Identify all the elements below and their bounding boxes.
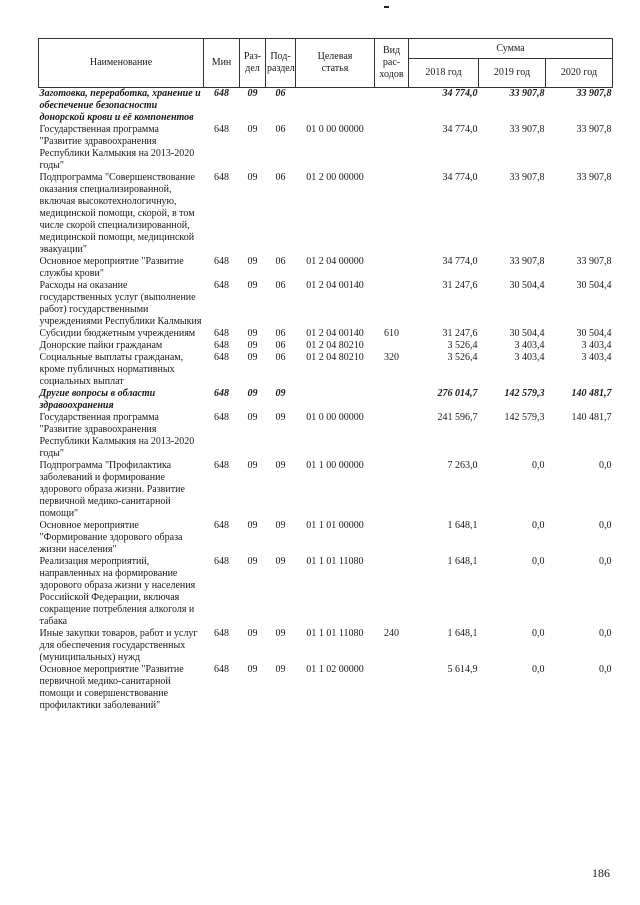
row-podrazdel: 06: [275, 88, 286, 99]
header-target: Целевая статья: [296, 39, 375, 88]
row-name: Иные закупки товаров, работ и услуг для обеспечения государственных (муниципальных) нужд: [39, 628, 198, 663]
row-vid: [375, 388, 409, 412]
row-podrazdel: 09: [275, 556, 286, 567]
row-podrazdel: 09: [275, 664, 286, 675]
row-sum-2018: 1 648,1: [447, 628, 478, 639]
row-vid: [375, 412, 409, 460]
row-min: 648: [214, 556, 229, 567]
row-sum-2020: 140 481,7: [571, 412, 612, 423]
row-sum-2018: 34 774,0: [442, 256, 478, 267]
table-row: [39, 412, 613, 460]
row-razdel: 09: [247, 388, 258, 399]
row-min: 648: [214, 388, 229, 399]
row-min: 648: [214, 460, 229, 471]
header-min: Мин: [204, 39, 240, 88]
row-sum-2020: 0,0: [599, 520, 612, 531]
row-razdel: 09: [247, 412, 258, 423]
row-razdel: 09: [247, 556, 258, 567]
row-razdel: 09: [247, 340, 258, 351]
row-podrazdel: 06: [275, 256, 286, 267]
row-podrazdel: 06: [275, 328, 286, 339]
header-name: Наименование: [39, 39, 204, 88]
row-target: [296, 88, 375, 125]
row-razdel: 09: [247, 664, 258, 675]
row-vid: 610: [384, 328, 399, 339]
table-body: [39, 88, 613, 713]
row-sum-2020: 30 504,4: [576, 328, 612, 339]
table-row: [39, 556, 613, 628]
row-vid: [375, 256, 409, 280]
table-row: [39, 172, 613, 256]
table-row: [39, 628, 613, 664]
row-min: 648: [214, 628, 229, 639]
row-sum-2018: 3 526,4: [447, 340, 478, 351]
row-sum-2018: 3 526,4: [447, 352, 478, 363]
row-min: 648: [214, 340, 229, 351]
row-vid: [375, 340, 409, 352]
row-vid: [375, 664, 409, 712]
row-target: 01 1 01 00000: [306, 520, 364, 531]
row-min: 648: [214, 520, 229, 531]
header-razdel: Раз- дел: [240, 39, 266, 88]
row-podrazdel: 06: [275, 172, 286, 183]
row-name: Государственная программа "Развитие здравоохранения Республики Калмыкия на 2013-2020 годы": [39, 412, 195, 459]
scan-mark: [384, 6, 389, 8]
row-target: 01 2 04 80210: [306, 352, 364, 363]
row-sum-2018: 1 648,1: [447, 556, 478, 567]
row-name: Заготовка, переработка, хранение и обеспечение безопасности донорской крови и её компонентов: [39, 88, 201, 123]
row-target: 01 2 04 80210: [306, 340, 364, 351]
row-vid: 240: [384, 628, 399, 639]
table-row: [39, 340, 613, 352]
row-podrazdel: 06: [275, 280, 286, 291]
row-vid: [375, 460, 409, 520]
row-vid: [375, 124, 409, 172]
row-name: Основное мероприятие "Развитие первичной медико-санитарной помощи и совершенствование профилактики заболеваний": [39, 664, 184, 711]
row-sum-2019: 33 907,8: [509, 256, 545, 267]
row-vid: [375, 88, 409, 125]
row-vid: [375, 172, 409, 256]
row-min: 648: [214, 328, 229, 339]
row-sum-2018: 276 014,7: [437, 388, 478, 399]
row-min: 648: [214, 280, 229, 291]
row-min: 648: [214, 172, 229, 183]
table-row: [39, 328, 613, 340]
row-sum-2020: 33 907,8: [576, 256, 612, 267]
row-sum-2020: 33 907,8: [576, 124, 612, 135]
row-sum-2020: 33 907,8: [576, 88, 612, 99]
row-name: Донорские пайки гражданам: [39, 340, 163, 351]
row-sum-2018: 31 247,6: [442, 280, 478, 291]
row-podrazdel: 06: [275, 352, 286, 363]
row-sum-2018: 1 648,1: [447, 520, 478, 531]
row-podrazdel: 09: [275, 628, 286, 639]
row-sum-2018: 7 263,0: [447, 460, 478, 471]
row-vid: [375, 280, 409, 328]
header-vid: Вид рас- ходов: [375, 39, 409, 88]
row-target: 01 2 04 00140: [306, 328, 364, 339]
row-target: 01 1 00 00000: [306, 460, 364, 471]
row-min: 648: [214, 352, 229, 363]
row-sum-2020: 3 403,4: [581, 340, 612, 351]
row-sum-2020: 30 504,4: [576, 280, 612, 291]
row-min: 648: [214, 412, 229, 423]
row-podrazdel: 09: [275, 520, 286, 531]
row-name: Основное мероприятие "Развитие службы крови": [39, 256, 184, 279]
row-sum-2019: 0,0: [532, 460, 545, 471]
header-2019: 2019 год: [479, 59, 546, 88]
row-podrazdel: 06: [275, 124, 286, 135]
row-sum-2018: 34 774,0: [442, 124, 478, 135]
row-sum-2019: 33 907,8: [509, 88, 545, 99]
row-min: 648: [214, 664, 229, 675]
table-row: [39, 460, 613, 520]
row-name: Реализация мероприятий, направленных на формирование здорового образа жизни у населения Российской Федерации, включая сокращение потребления алкоголя и табака: [39, 556, 196, 627]
row-target: [296, 388, 375, 412]
row-razdel: 09: [247, 328, 258, 339]
table-row: [39, 520, 613, 556]
row-sum-2020: 0,0: [599, 628, 612, 639]
row-name: Подпрограмма "Профилактика заболеваний и формирование здорового образа жизни. Развитие первичной медико-санитарной помощи": [39, 460, 185, 519]
row-name: Подпрограмма "Совершенствование оказания специализированной, включая высокотехнологичную, медицинской помощи, скорой, в том числе скорой специализированной, медицинской помощи, медицинской эвакуации": [39, 172, 195, 255]
row-razdel: 09: [247, 172, 258, 183]
table-row: [39, 352, 613, 388]
header-2020: 2020 год: [546, 59, 613, 88]
header-2018: 2018 год: [409, 59, 479, 88]
row-podrazdel: 09: [275, 388, 286, 399]
budget-table: [38, 38, 613, 712]
row-sum-2018: 34 774,0: [442, 88, 478, 99]
row-razdel: 09: [247, 256, 258, 267]
row-sum-2019: 142 579,3: [504, 388, 545, 399]
row-vid: 320: [384, 352, 399, 363]
row-name: Основное мероприятие "Формирование здорового образа жизни населения": [39, 520, 183, 555]
row-sum-2019: 3 403,4: [514, 340, 545, 351]
page-number: 186: [592, 866, 610, 880]
table-row: [39, 88, 613, 125]
row-sum-2020: 0,0: [599, 664, 612, 675]
row-razdel: 09: [247, 628, 258, 639]
row-sum-2019: 142 579,3: [504, 412, 545, 423]
row-target: 01 1 02 00000: [306, 664, 364, 675]
row-name: Другие вопросы в области здравоохранения: [39, 388, 156, 411]
row-sum-2019: 0,0: [532, 520, 545, 531]
row-razdel: 09: [247, 124, 258, 135]
row-sum-2020: 140 481,7: [571, 388, 612, 399]
row-target: 01 1 01 11080: [306, 628, 364, 639]
row-min: 648: [214, 124, 229, 135]
row-min: 648: [214, 88, 229, 99]
row-razdel: 09: [247, 460, 258, 471]
row-target: 01 2 04 00000: [306, 256, 364, 267]
row-sum-2019: 30 504,4: [509, 328, 545, 339]
row-sum-2018: 5 614,9: [447, 664, 478, 675]
row-target: 01 0 00 00000: [306, 412, 364, 423]
table-row: [39, 124, 613, 172]
row-target: 01 2 04 00140: [306, 280, 364, 291]
row-podrazdel: 09: [275, 460, 286, 471]
row-sum-2019: 0,0: [532, 628, 545, 639]
row-sum-2019: 3 403,4: [514, 352, 545, 363]
row-sum-2019: 30 504,4: [509, 280, 545, 291]
row-vid: [375, 520, 409, 556]
row-sum-2020: 0,0: [599, 556, 612, 567]
row-sum-2020: 3 403,4: [581, 352, 612, 363]
row-sum-2020: 0,0: [599, 460, 612, 471]
row-podrazdel: 06: [275, 340, 286, 351]
row-podrazdel: 09: [275, 412, 286, 423]
row-sum-2018: 31 247,6: [442, 328, 478, 339]
header-podrazdel: Под- раздел: [266, 39, 296, 88]
row-name: Субсидии бюджетным учреждениям: [39, 328, 196, 339]
row-sum-2018: 241 596,7: [437, 412, 478, 423]
row-name: Государственная программа "Развитие здравоохранения Республики Калмыкия на 2013-2020 годы": [39, 124, 195, 171]
row-sum-2020: 33 907,8: [576, 172, 612, 183]
row-min: 648: [214, 256, 229, 267]
row-name: Социальные выплаты гражданам, кроме публичных нормативных социальных выплат: [39, 352, 184, 387]
table-row: [39, 664, 613, 712]
row-razdel: 09: [247, 280, 258, 291]
row-target: 01 0 00 00000: [306, 124, 364, 135]
row-sum-2019: 0,0: [532, 664, 545, 675]
row-razdel: 09: [247, 520, 258, 531]
row-sum-2019: 0,0: [532, 556, 545, 567]
header-sum: Сумма: [409, 39, 613, 59]
table-row: [39, 280, 613, 328]
row-razdel: 09: [247, 88, 258, 99]
table-row: [39, 388, 613, 412]
row-target: 01 2 00 00000: [306, 172, 364, 183]
row-sum-2018: 34 774,0: [442, 172, 478, 183]
row-sum-2019: 33 907,8: [509, 124, 545, 135]
row-name: Расходы на оказание государственных услуг (выполнение работ) государственными учреждениями Республики Калмыкия: [39, 280, 202, 327]
row-sum-2019: 33 907,8: [509, 172, 545, 183]
table-row: [39, 256, 613, 280]
row-razdel: 09: [247, 352, 258, 363]
row-target: 01 1 01 11080: [306, 556, 364, 567]
row-vid: [375, 556, 409, 628]
